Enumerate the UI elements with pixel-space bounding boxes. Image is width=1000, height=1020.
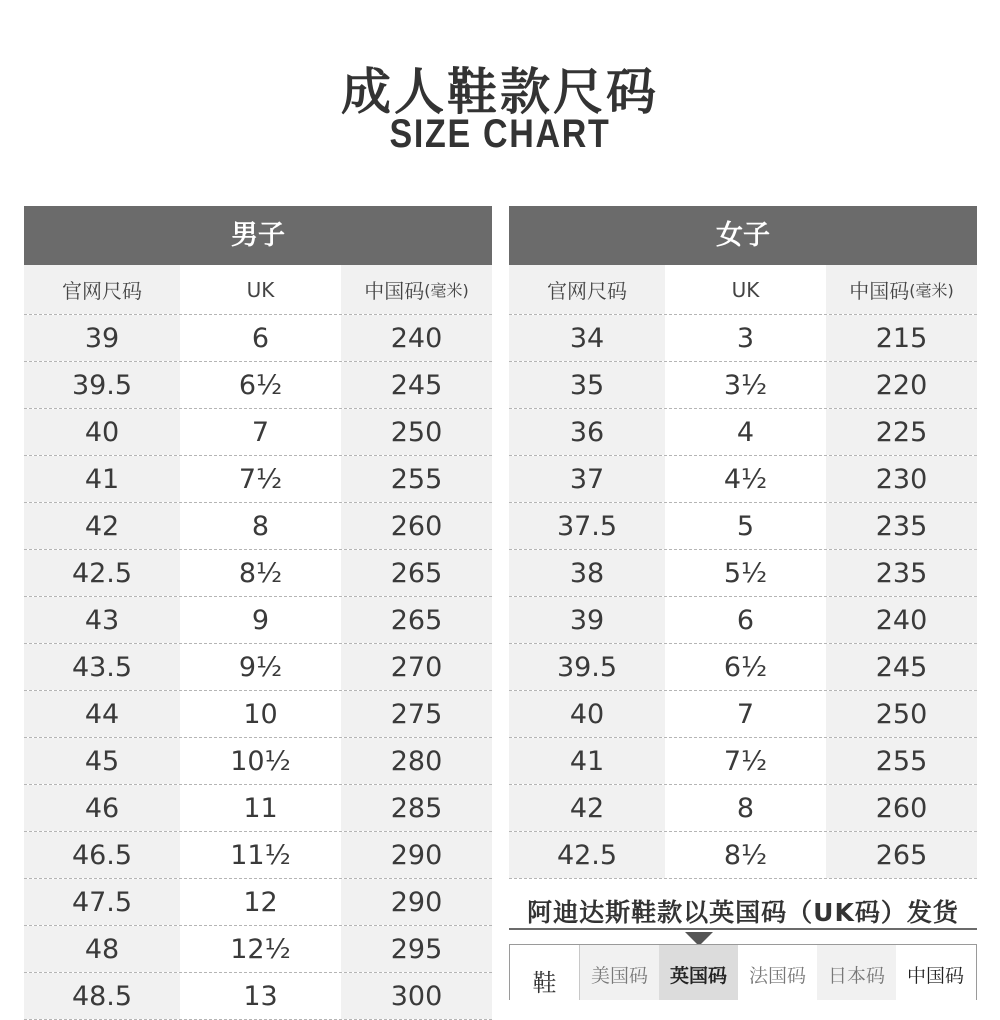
cell-uk-size: 6 [668, 597, 823, 643]
cell-uk-size: 13 [183, 973, 338, 1019]
cell-official-size: 48 [24, 926, 180, 972]
table-row [509, 691, 977, 738]
table-row [509, 644, 977, 691]
men-table-body [24, 315, 492, 1020]
cell-uk-size: 11½ [183, 832, 338, 878]
cell-cn-size: 275 [341, 691, 492, 737]
cell-official-size: 40 [24, 409, 180, 455]
cell-uk-size: 6½ [183, 362, 338, 408]
cell-uk-size: 8 [668, 785, 823, 831]
cell-cn-size: 235 [826, 550, 977, 596]
cell-cn-size: 245 [826, 644, 977, 690]
cell-cn-size: 225 [826, 409, 977, 455]
cell-cn-size: 255 [826, 738, 977, 784]
table-row [24, 503, 492, 550]
cell-official-size: 42 [24, 503, 180, 549]
cell-cn-size: 245 [341, 362, 492, 408]
table-row [24, 456, 492, 503]
cell-official-size: 42.5 [509, 832, 665, 878]
cell-cn-size: 215 [826, 315, 977, 361]
table-row [24, 973, 492, 1020]
table-row [509, 362, 977, 409]
cell-cn-size: 265 [826, 832, 977, 878]
column-header-cn-label: 中国码 [849, 279, 910, 303]
table-row [24, 926, 492, 973]
table-row [509, 315, 977, 362]
cell-cn-size: 260 [826, 785, 977, 831]
cell-uk-size: 7 [668, 691, 823, 737]
cell-uk-size: 10 [183, 691, 338, 737]
column-header-uk: UK [183, 265, 338, 314]
column-header-cn [826, 265, 977, 314]
table-row [509, 597, 977, 644]
cell-official-size: 48.5 [24, 973, 180, 1019]
cell-cn-size: 250 [826, 691, 977, 737]
cell-official-size: 44 [24, 691, 180, 737]
cell-official-size: 46.5 [24, 832, 180, 878]
cell-cn-size: 235 [826, 503, 977, 549]
cell-cn-size: 285 [341, 785, 492, 831]
cell-cn-size: 240 [826, 597, 977, 643]
cell-official-size: 45 [24, 738, 180, 784]
table-row [24, 597, 492, 644]
cell-cn-size: 295 [341, 926, 492, 972]
table-row [509, 738, 977, 785]
men-table-header-row [24, 265, 492, 315]
cell-official-size: 42 [509, 785, 665, 831]
cell-uk-size: 6½ [668, 644, 823, 690]
cell-cn-size: 290 [341, 879, 492, 925]
table-row [24, 785, 492, 832]
cell-cn-size: 230 [826, 456, 977, 502]
tab-fr-size[interactable]: 法国码 [738, 945, 817, 1000]
cell-uk-size: 7 [183, 409, 338, 455]
cell-uk-size: 12 [183, 879, 338, 925]
cell-official-size: 39 [24, 315, 180, 361]
page-title: 成人鞋款尺码 [341, 63, 659, 121]
cell-cn-size: 290 [341, 832, 492, 878]
table-row [24, 644, 492, 691]
column-header-official-size: 官网尺码 [24, 265, 180, 314]
table-row [509, 550, 977, 597]
table-row [24, 362, 492, 409]
cell-cn-size: 280 [341, 738, 492, 784]
cell-official-size: 47.5 [24, 879, 180, 925]
table-row [509, 785, 977, 832]
cell-uk-size: 6 [183, 315, 338, 361]
cell-official-size: 39 [509, 597, 665, 643]
cell-cn-size: 270 [341, 644, 492, 690]
cell-uk-size: 8 [183, 503, 338, 549]
cell-official-size: 36 [509, 409, 665, 455]
column-header-official-size: 官网尺码 [509, 265, 665, 314]
cell-uk-size: 12½ [183, 926, 338, 972]
table-row [24, 832, 492, 879]
cell-cn-size: 240 [341, 315, 492, 361]
cell-official-size: 43 [24, 597, 180, 643]
cell-uk-size: 9½ [183, 644, 338, 690]
table-row [24, 691, 492, 738]
cell-cn-size: 260 [341, 503, 492, 549]
men-table-heading: 男子 [24, 206, 492, 265]
cell-uk-size: 7½ [668, 738, 823, 784]
cell-official-size: 39.5 [509, 644, 665, 690]
tab-us-size[interactable]: 美国码 [580, 945, 659, 1000]
converter-label: 鞋 [510, 945, 580, 1000]
cell-official-size: 46 [24, 785, 180, 831]
cell-uk-size: 3 [668, 315, 823, 361]
column-header-cn-unit: (毫米) [424, 281, 469, 300]
page-subtitle: SIZE CHART [389, 112, 611, 156]
table-row [24, 315, 492, 362]
cell-official-size: 43.5 [24, 644, 180, 690]
cell-uk-size: 11 [183, 785, 338, 831]
cell-uk-size: 4½ [668, 456, 823, 502]
tab-cn-size[interactable]: 中国码 [896, 945, 975, 1000]
cell-uk-size: 8½ [668, 832, 823, 878]
women-table-header-row [509, 265, 977, 315]
cell-cn-size: 220 [826, 362, 977, 408]
cell-uk-size: 9 [183, 597, 338, 643]
notice-divider [509, 928, 977, 930]
cell-official-size: 42.5 [24, 550, 180, 596]
table-row [509, 832, 977, 879]
table-row [24, 879, 492, 926]
table-row [24, 550, 492, 597]
shipping-notice: 阿迪达斯鞋款以英国码（UK码）发货 [527, 898, 959, 927]
men-size-table [24, 206, 492, 1020]
table-row [509, 503, 977, 550]
cell-official-size: 38 [509, 550, 665, 596]
table-row [24, 409, 492, 456]
cell-uk-size: 10½ [183, 738, 338, 784]
size-converter [509, 944, 977, 1000]
cell-cn-size: 265 [341, 597, 492, 643]
column-header-uk: UK [668, 265, 823, 314]
cell-official-size: 39.5 [24, 362, 180, 408]
cell-cn-size: 265 [341, 550, 492, 596]
cell-official-size: 41 [24, 456, 180, 502]
cell-official-size: 40 [509, 691, 665, 737]
table-row [24, 738, 492, 785]
table-row [509, 456, 977, 503]
cell-cn-size: 250 [341, 409, 492, 455]
tab-uk-size[interactable]: 英国码 [659, 945, 738, 1000]
table-row [509, 409, 977, 456]
cell-cn-size: 300 [341, 973, 492, 1019]
cell-official-size: 37.5 [509, 503, 665, 549]
cell-uk-size: 8½ [183, 550, 338, 596]
cell-uk-size: 5½ [668, 550, 823, 596]
women-table-body [509, 315, 977, 879]
cell-official-size: 34 [509, 315, 665, 361]
cell-official-size: 41 [509, 738, 665, 784]
column-header-cn-label: 中国码 [364, 279, 425, 303]
women-table-heading: 女子 [509, 206, 977, 265]
cell-uk-size: 4 [668, 409, 823, 455]
column-header-cn [341, 265, 492, 314]
cell-official-size: 35 [509, 362, 665, 408]
cell-uk-size: 5 [668, 503, 823, 549]
cell-cn-size: 255 [341, 456, 492, 502]
cell-official-size: 37 [509, 456, 665, 502]
cell-uk-size: 3½ [668, 362, 823, 408]
cell-uk-size: 7½ [183, 456, 338, 502]
column-header-cn-unit: (毫米) [909, 281, 954, 300]
tab-jp-size[interactable]: 日本码 [817, 945, 896, 1000]
women-size-table [509, 206, 977, 879]
